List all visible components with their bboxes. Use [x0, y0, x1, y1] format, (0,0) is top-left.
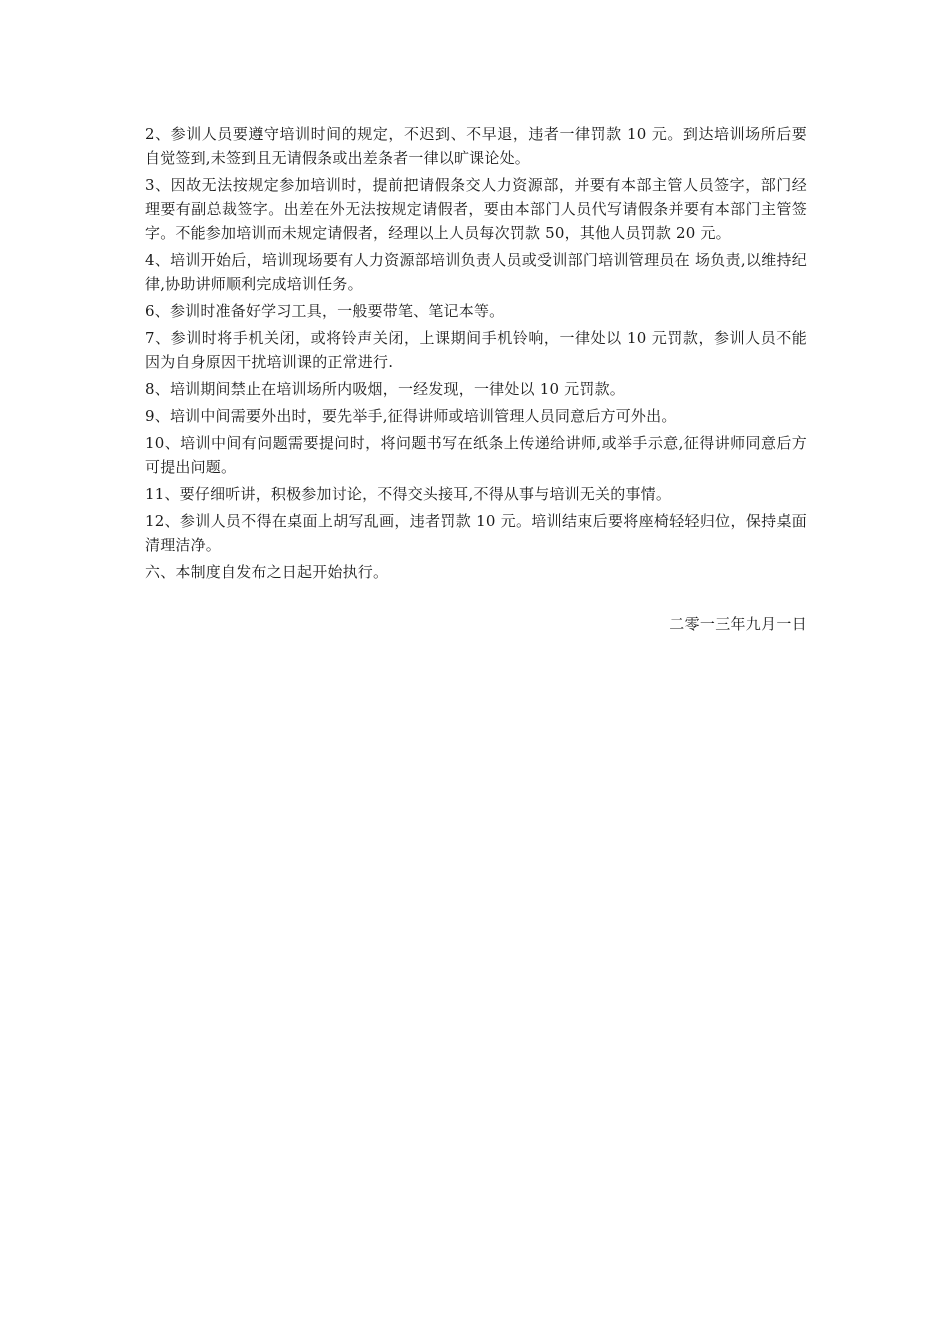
effective-clause: 六、本制度自发布之日起开始执行。 [145, 563, 389, 581]
rule-paragraph-6: 6、参训时准备好学习工具，一般要带笔、笔记本等。 [145, 302, 505, 320]
rule-paragraph-12: 12、参训人员不得在桌面上胡写乱画，违者罚款 10 元。培训结束后要将座椅轻轻归位，保持桌面清理洁净。 [145, 512, 807, 554]
rule-paragraph-2: 2、参训人员要遵守培训时间的规定，不迟到、不早退，违者一律罚款 10 元。到达培训场所后要自觉签到,未签到且无请假条或出差条者一律以旷课论处。 [145, 125, 807, 167]
rule-paragraph-9: 9、培训中间需要外出时，要先举手,征得讲师或培训管理人员同意后方可外出。 [145, 407, 677, 425]
rule-paragraph-10: 10、培训中间有问题需要提问时，将问题书写在纸条上传递给讲师,或举手示意,征得讲师同意后方可提出问题。 [145, 434, 807, 476]
document-date: 二零一三年九月一日 [669, 615, 807, 633]
rule-paragraph-11: 11、要仔细听讲，积极参加讨论，不得交头接耳,不得从事与培训无关的事情。 [145, 485, 672, 503]
rule-paragraph-8: 8、培训期间禁止在培训场所内吸烟，一经发现，一律处以 10 元罚款。 [145, 380, 625, 398]
rule-paragraph-4: 4、培训开始后，培训现场要有人力资源部培训负责人员或受训部门培训管理员在 场负责,以维持纪律,协助讲师顺利完成培训任务。 [145, 251, 807, 293]
rule-paragraph-7: 7、参训时将手机关闭，或将铃声关闭，上课期间手机铃响，一律处以 10 元罚款，参训人员不能因为自身原因干扰培训课的正常进行. [145, 329, 807, 371]
rule-paragraph-3: 3、因故无法按规定参加培训时，提前把请假条交人力资源部，并要有本部主管人员签字，部门经理要有副总裁签字。出差在外无法按规定请假者，要由本部门人员代写请假条并要有本部门主管签字。不能参加培训而未规定请假者，经理以上人员每次罚款 50，其他人员罚款 20 元。 [145, 176, 807, 242]
document-body [145, 122, 807, 636]
